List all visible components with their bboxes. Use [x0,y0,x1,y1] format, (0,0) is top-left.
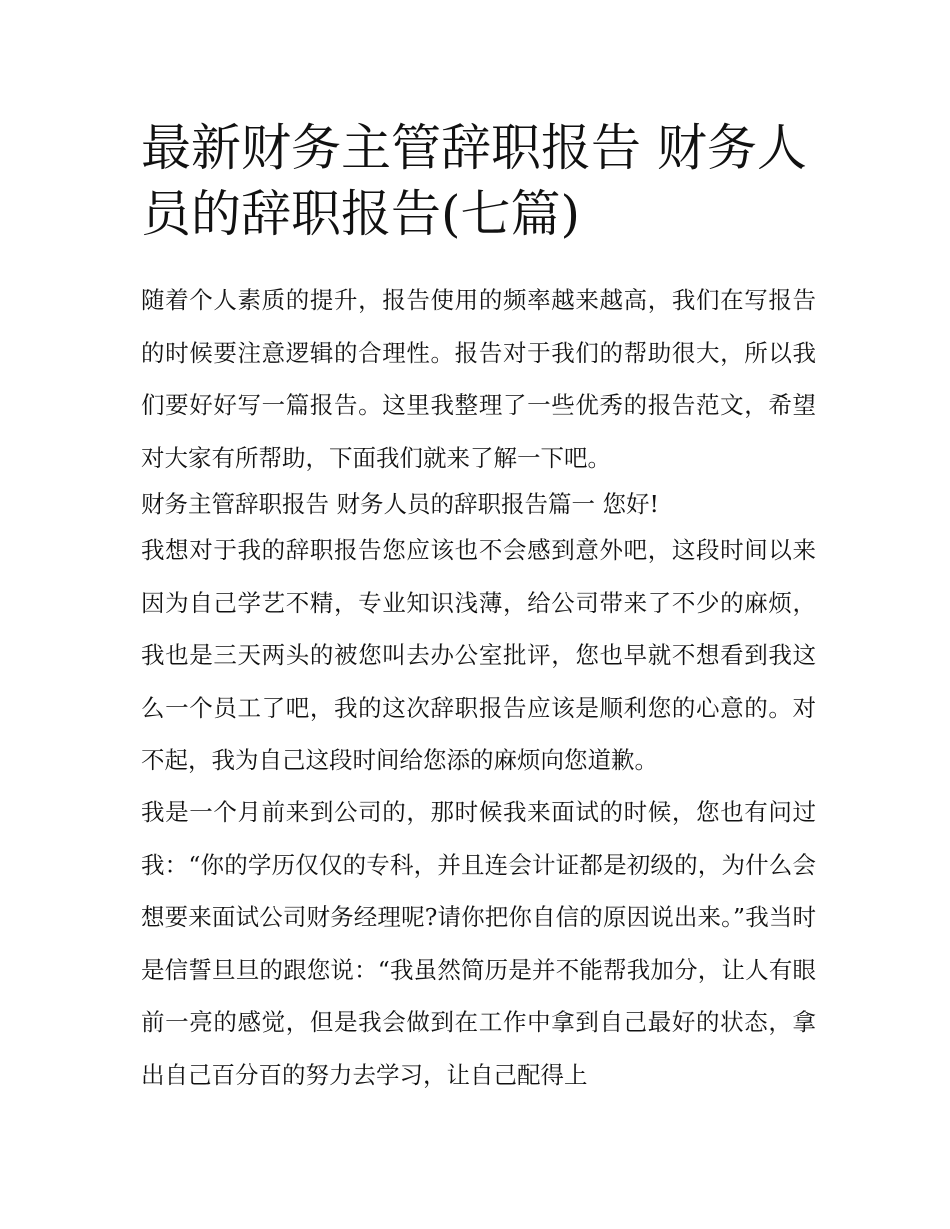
document-title: 最新财务主管辞职报告 财务人员的辞职报告(七篇) [141,119,807,243]
intro-paragraph: 随着个人素质的提升，报告使用的频率越来越高，我们在写报告的时候要注意逻辑的合理性。报告对于我们的帮助很大，所以我们要好好写一篇报告。这里我整理了一些优秀的报告范文，希望对大家有所帮助，下面我们就来了解一下吧。 [141,286,816,472]
body-paragraph: 我想对于我的辞职报告您应该也不会感到意外吧，这段时间以来因为自己学艺不精，专业知识浅薄，给公司带来了不少的麻烦，我也是三天两头的被您叫去办公室批评，您也早就不想看到我这么一个员工了吧，我的这次辞职报告应该是顺利您的心意的。对不起，我为自己这段时间给您添的麻烦向您道歉。 [141,536,816,774]
section-heading: 财务主管辞职报告 财务人员的辞职报告篇一 您好! [141,490,659,518]
body-paragraph: 我是一个月前来到公司的，那时候我来面试的时候，您也有问过我：“你的学历仅仅的专科，并且连会计证都是初级的，为什么会想要来面试公司财务经理呢?请你把你自信的原因说出来。”我当时是信誓旦旦的跟您说：“我虽然简历是并不能帮我加分，让人有眼前一亮的感觉，但是我会做到在工作中拿到自己最好的状态，拿出自己百分百的努力去学习，让自己配得上 [141,798,816,1089]
